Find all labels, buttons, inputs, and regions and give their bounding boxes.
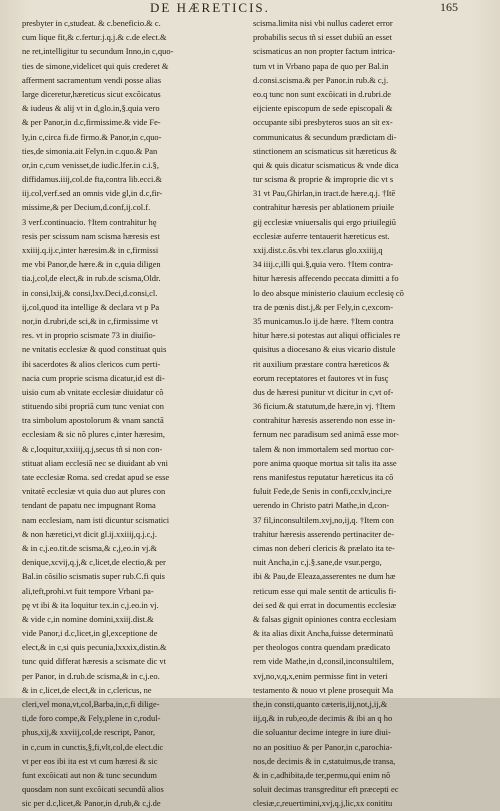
- text-line: nuit Ancha,in c,j.§.sane,de vsur.pergo,: [253, 557, 382, 568]
- text-line: talem & non immortalem sed mortuo cor-: [253, 443, 394, 454]
- text-line: scismaticus an non propter factum intrica-: [253, 46, 396, 57]
- text-line: 3 verf.continuacio. †Item contrahitur hę: [22, 216, 157, 227]
- text-line: & vide c,in nomine domini,xxiij.dist.&: [22, 613, 154, 624]
- text-line: pore anima quoque mortua sit talis ita asse: [253, 457, 397, 468]
- text-line: tia.j,col,de elect,& in rub.de scisma,Oldr.: [22, 273, 161, 284]
- text-line: occupante sibi presbyteros suos an sit ex-: [253, 117, 393, 128]
- text-line: ne ret,intelligitur tu secundum Inno,in c,quo-: [22, 46, 174, 57]
- text-line: ibi sacerdotes & alios clericos cum perti-: [22, 358, 161, 369]
- text-line: scisma.limita nisi vbi nullus caderet error: [253, 18, 393, 28]
- text-line: rens manifestus reputatur hæreticus ita cō: [253, 472, 394, 482]
- text-line: presbyter in c,studeat. & c.beneficio.& c.: [22, 18, 161, 28]
- text-line: ecclesiam & sic nõ plures c,inter hæresim,: [22, 429, 165, 440]
- text-line: xxiiij.q.ij.c,inter hæresim.& in c,firmissi: [22, 245, 159, 255]
- text-line: nacia cum proprie scisma dicatur,id est di-: [22, 372, 165, 383]
- text-line: lo deo absque ministerio clauium ecclesię cō: [253, 287, 404, 298]
- text-line: ecclesiæ auferre tentauerit hæreticus est.: [253, 230, 390, 241]
- text-line: fuluit Fede,de Senis in confi,ccxlv,inci,re: [253, 486, 392, 497]
- text-line: ali,teft,prohi.vt fuit tempore Vrbani pa-: [22, 585, 154, 596]
- text-line: communicatus & secundum prædictam di-: [253, 131, 397, 142]
- text-line: missime,& per Decium,d.conf,ij.col.f.: [22, 202, 151, 213]
- text-line: ibi & Pau,de Eleaza,asserentes ne dum hæ: [253, 571, 396, 582]
- text-line: ne vnitatis ecclesiæ & quod constituat quis: [22, 344, 167, 355]
- text-line: me vbi Panor,de hære.& in c,quia diligen: [22, 259, 161, 270]
- text-line: quisitus a diocesano & eius vicario distule: [253, 344, 396, 355]
- text-line: tra simbolum apostolorum & vnam sanctā: [22, 415, 164, 426]
- text-line: iij.col,verf.sed an omnis vide gl,in d.c,fir-: [22, 188, 163, 199]
- text-line: or,in c,cum venisset,de iudic.lfer.in c.i.§,: [22, 159, 159, 170]
- right-text-column: [253, 16, 468, 811]
- page-number: 165: [440, 0, 458, 14]
- left-text-column: [22, 16, 237, 811]
- text-line: & per Panor,in d.c,firmissime.& vide Fe-: [22, 117, 161, 128]
- text-line: trahitur hæresis asserendo pertinaciter de-: [253, 528, 395, 539]
- text-line: vide Panor,i d.c,licet,in gl,exceptione de: [22, 628, 158, 639]
- text-line: res. vt in proprio scismate 73 in diuiſio-: [22, 330, 156, 341]
- text-line: & c,loquitur,xxiiij,q.j,secus tñ si non con-: [22, 443, 163, 454]
- text-line: large diceretur,hæreticus sicut excõicatus: [22, 88, 161, 99]
- text-line: fernum nec paradisum sed animā esse mor-: [253, 429, 400, 440]
- text-line: & in c,adhibita,de ter,permu,qui enim nō: [253, 769, 391, 780]
- text-line: & non hæretici,vt dicit gl.ij.xxiiij,q.j.c,j.: [22, 528, 157, 539]
- text-line: pę vt ibi & ita loquitur tex.in c,j.eo.in vj.: [22, 599, 159, 610]
- text-line: die soluantur decime integre in iure diui-: [253, 727, 391, 738]
- text-line: & ita alias dixit Ancha,fuisse determinatū: [253, 628, 394, 639]
- text-line: cleri,vel mona,vt,col,Barba,in,c,fi dilige-: [22, 699, 160, 709]
- text-line: 36 ficium.& statutum,de hære,in vj. †Item: [253, 401, 396, 412]
- text-line: & falsas gignit opiniones contra ecclesiam: [253, 613, 397, 624]
- text-line: dus de hæresi punitur vt dicitur in c,vt of-: [253, 386, 394, 397]
- text-line: Bal.in cõsilio scismatis super rub.C.fi quis: [22, 571, 165, 582]
- text-line: ti,de foro compe,& Fely,plene in c,rodul-: [22, 713, 161, 724]
- text-line: elect,& in c,si quis pecunia,lxxxix,distin.&: [22, 642, 167, 653]
- text-line: xvj,no,v,q,x,enim permisse fint in veteri: [253, 670, 388, 681]
- text-line: per Panor, in d.rub.de scisma,& in c,j.eo.: [22, 670, 160, 681]
- text-line: phus,xij,& xxviij,col,de rescript, Panor,: [22, 727, 156, 738]
- text-line: the,in consti,quanto cæteris,iij,not,j,ij,&: [253, 699, 388, 709]
- text-line: ij,col,quod ita intellige & declara vt p Pa: [22, 301, 160, 312]
- text-line: 31 vt Pau,Ghirlan,in tract.de hære.q.j. †Itē: [253, 188, 396, 199]
- text-line: reticum esse qui male sentit de articulis fi-: [253, 585, 397, 596]
- text-line: nam ecclesiam, nam isti dicuntur scismatici: [22, 514, 170, 525]
- text-line: resis per scissum nam scisma hæresis est: [22, 230, 160, 241]
- text-line: in c,cum in cunctis,§,fi,vlt,col,de elect.dic: [22, 741, 164, 752]
- text-line: tum vt in Vrbano papa de quo per Bal.in: [253, 60, 389, 71]
- text-line: tra de pœnis dist.j,& per Fely,in c,excom-: [253, 301, 394, 312]
- text-line: stituat aliam ecclesiā nec se diuidant ab vni: [22, 457, 168, 468]
- text-line: soluit decimas transgreditur eft præcepti ec: [253, 784, 399, 795]
- text-line: d.consi.scisma.& per Panor.in rub.& c,j.: [253, 74, 389, 85]
- text-line: tendant de papatu nec impugnant Roma: [22, 500, 156, 511]
- text-line: vnitatē ecclesiæ vt quia duo aut plures con: [22, 486, 166, 497]
- text-line: 35 municamus.lo ij.de hære. †Item contra: [253, 315, 394, 326]
- text-line: diffidamus.iiij,col.de fta,contra lib.ecci.&: [22, 174, 162, 185]
- text-line: contrahitur hæresis asserendo non esse in-: [253, 415, 396, 426]
- text-line: clesiæ,c,reuertimini,xvj,q.j,lic,xx conititu: [253, 798, 393, 809]
- text-line: gij ecclesiæ vniuersalis qui ergo priuilegiū: [253, 216, 397, 227]
- text-line: uisio cum ab vnitate ecclesiæ diuidatur cõ: [22, 386, 164, 397]
- text-line: ties de simone,videlicet qui quis crederet &: [22, 60, 169, 71]
- text-line: iij,q,& in rub,eo,de decimis & ibi an q ho: [253, 713, 393, 724]
- text-line: stinctionem an scismaticus sit hæreticus &: [253, 145, 397, 156]
- text-line: stituendo sibi propriā cum tunc veniat con: [22, 401, 164, 412]
- text-line: per theologos contra quendam prædicato: [253, 642, 391, 653]
- text-line: dei sed & qui errat in documentis ecclesiæ: [253, 599, 397, 610]
- text-line: ly,in c,circa fi.de firmo.& Panor,in c,quo-: [22, 131, 162, 142]
- text-line: & in c,licet,de elect,& in c,clericus, ne: [22, 684, 152, 695]
- text-line: probabilis secus tñ si esset dubiū an esset: [253, 32, 392, 43]
- text-line: tate ecclesiæ Roma. sed credat apud se esse: [22, 472, 170, 482]
- text-line: funt excõicati aut non & tunc secundum: [22, 769, 157, 780]
- text-line: tur scisma & proprie & improprie dic vt s: [253, 174, 394, 185]
- text-line: uerendo in Christo patri Mathe,in d,con-: [253, 500, 390, 511]
- text-line: tunc quid differat hæresis a scismate dic vt: [22, 656, 166, 667]
- text-line: eijciente episcopum de sede episcopali &: [253, 103, 393, 114]
- text-line: sic per d.c,licet,& Panor,in d,rub,& c,j.de: [22, 798, 161, 809]
- text-line: rit auxilium præstare contra hæreticos &: [253, 358, 390, 369]
- text-line: eo.q tunc non sunt excõicati in d.rubri.de: [253, 88, 392, 99]
- text-line: vt per eos ibi ita est vt cum hæresi & sic: [22, 755, 158, 766]
- text-line: afferment sacramentum vendi posse alias: [22, 74, 162, 85]
- text-line: & iudeus & alij vt in d,glo.in,§.quia vero: [22, 103, 160, 114]
- text-line: eorum receptatores et fautores vt in fusç: [253, 372, 389, 383]
- text-line: 37 fil,inconsultilem.xvj,no,ij,q. †Item con: [253, 514, 394, 525]
- text-line: nor,in d.rubri,de sci,& in c,firmissime vt: [22, 315, 159, 326]
- text-line: hitur hæresis affecendo peccata dimitti a fo: [253, 273, 399, 284]
- text-line: xxij.dist.c.ōs.vbi tex.clarus glo.xxiiij,q: [253, 245, 383, 255]
- running-title: DE HÆRETICIS.: [150, 0, 270, 15]
- text-line: & in c,j.eo.tit.de scisma,& c,j,eo.in vj.&: [22, 542, 157, 553]
- text-line: qui & quis dicatur scismaticus & vnde dica: [253, 159, 399, 170]
- text-line: cimas non deberi clericis & prælato ita te-: [253, 542, 395, 553]
- text-line: testamento & nouo vt plene prosequit Ma: [253, 684, 394, 695]
- text-line: rem vide Mathe,in d,consil,inconsultilem,: [253, 656, 394, 667]
- text-line: no an positiuo & per Panor,in c,parochia-: [253, 741, 393, 752]
- text-line: denique,xcvij,q.j,& c,licet,de electio,& per: [22, 557, 166, 568]
- text-line: contrahitur hæresis per ablationem priuile: [253, 202, 395, 213]
- text-line: hitur hære.si potestas aut aliqui officiales re: [253, 330, 401, 341]
- text-line: cum lique fit,& c.fertur.j.q.j.& c.de elect.&: [22, 32, 167, 43]
- text-line: nos,de decimis & in c,statuimus,de transa,: [253, 755, 396, 766]
- text-line: in consi,lxij,& consi,lxv.Deci,d.consi,cl.: [22, 287, 158, 298]
- text-line: quosdam non sunt excõicati secundū alios: [22, 784, 164, 795]
- text-line: ties,de simonia.ait Felyn.in c.quo.& Pan: [22, 145, 158, 156]
- text-line: 34 iiij.c,illi qui.§,quia vero. †Item contra-: [253, 259, 394, 270]
